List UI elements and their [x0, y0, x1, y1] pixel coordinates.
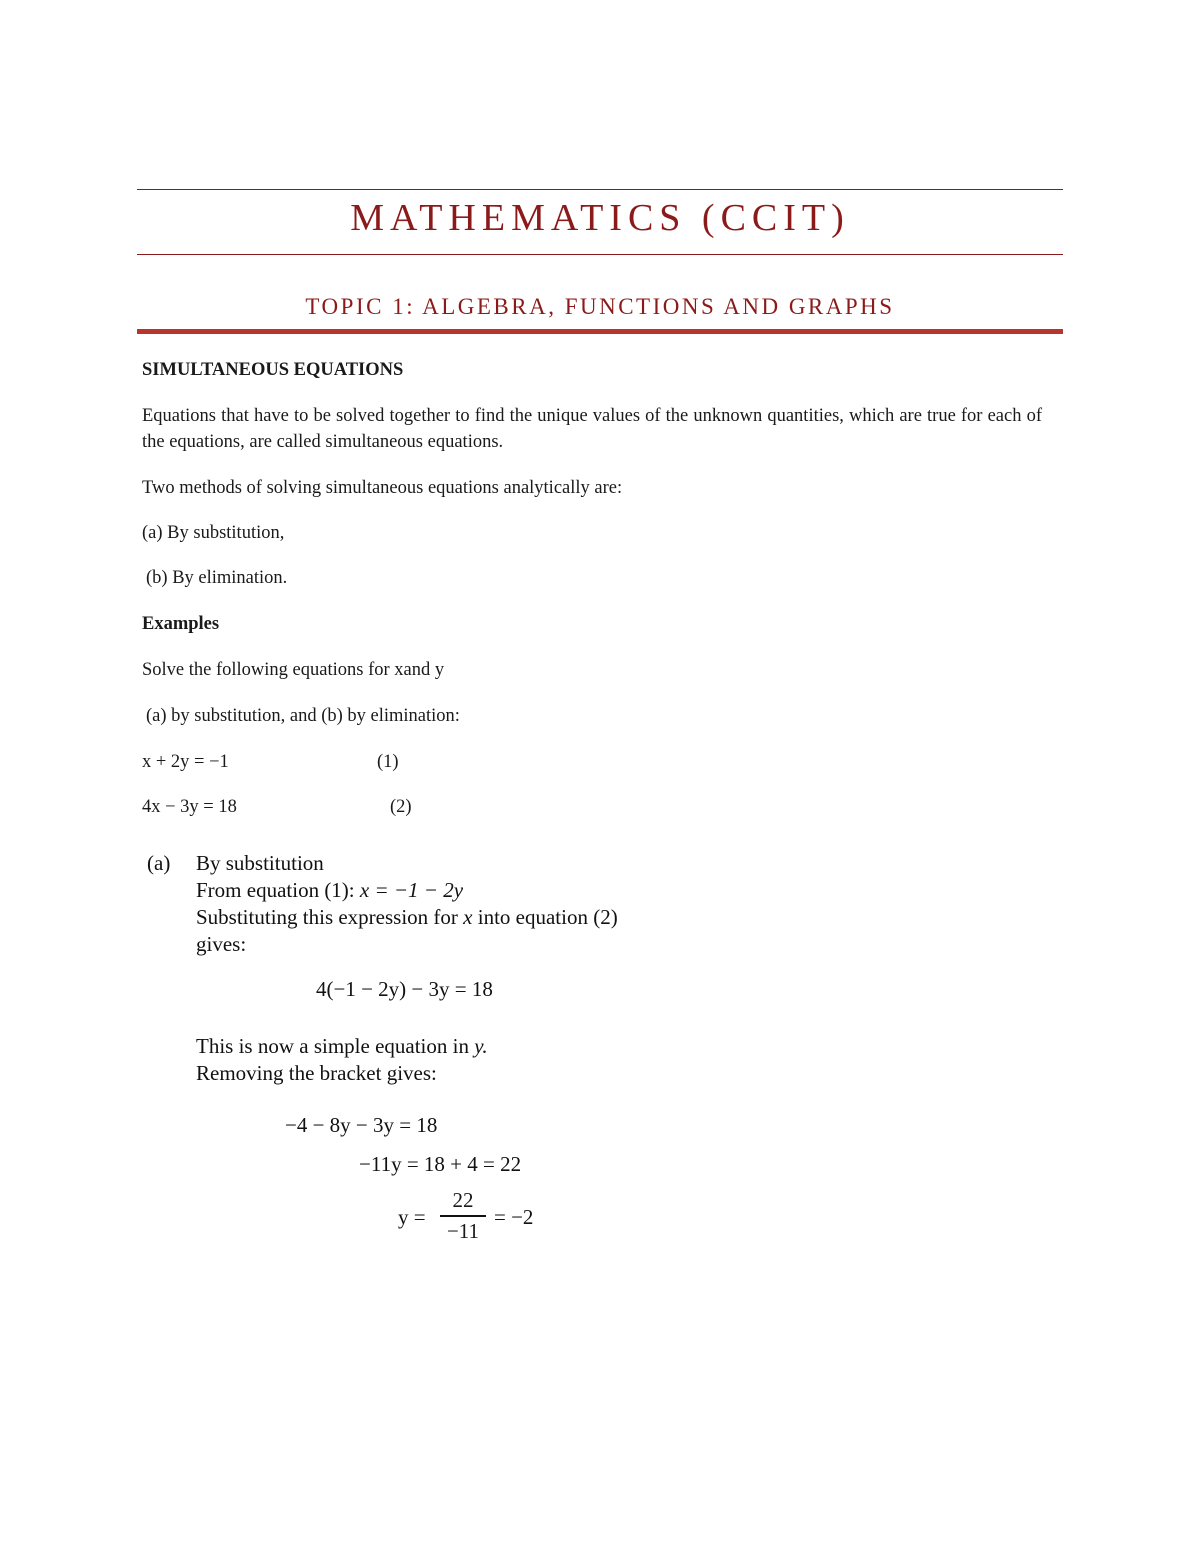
- simple-equation-line: [196, 1033, 488, 1060]
- step-3-fraction: [440, 1188, 486, 1244]
- step-3-rhs: = −2: [494, 1205, 534, 1229]
- removing-bracket-line: Removing the bracket gives:: [196, 1061, 437, 1085]
- equation-2-label: (2): [390, 797, 412, 817]
- method-a: (a) By substitution,: [142, 523, 285, 543]
- equation-1: x + 2y = −1: [142, 752, 229, 772]
- fraction-bar: [440, 1215, 486, 1217]
- fraction-numerator: 22: [452, 1188, 474, 1212]
- examples-heading: Examples: [142, 614, 220, 634]
- substituting-variable: x: [463, 905, 473, 929]
- equation-1-label: (1): [377, 752, 399, 772]
- document-title: MATHEMATICS (CCIT): [350, 197, 850, 239]
- topic-heading: TOPIC 1: ALGEBRA, FUNCTIONS AND GRAPHS: [305, 294, 895, 319]
- step-2: −11y = 18 + 4 = 22: [359, 1152, 522, 1176]
- substituting-line: [196, 904, 618, 931]
- substituting-text-end: into equation (2): [472, 905, 618, 929]
- examples-instruction: Solve the following equations for xand y: [142, 660, 445, 680]
- gives-line: gives:: [196, 932, 247, 956]
- fraction-denominator: −11: [446, 1218, 480, 1243]
- title-bottom-rule: [137, 254, 1063, 255]
- from-equation-expression: x = −1 − 2y: [359, 878, 464, 902]
- title-top-rule: [137, 189, 1063, 190]
- simple-equation-variable: y.: [474, 1034, 488, 1058]
- section-heading: SIMULTANEOUS EQUATIONS: [142, 360, 404, 380]
- equation-after-substitution: 4(−1 − 2y) − 3y = 18: [316, 977, 493, 1001]
- definition-paragraph: Equations that have to be solved together to find the unique values of the unknown quantities, which are true for each of the equations, are called simultaneous equations.: [142, 406, 1042, 452]
- substitution-heading: By substitution: [196, 851, 324, 875]
- simple-equation-text: This is now a simple equation in: [196, 1034, 475, 1058]
- step-1: −4 − 8y − 3y = 18: [285, 1113, 438, 1137]
- substituting-text: Substituting this expression for: [196, 905, 464, 929]
- from-equation-line: [196, 877, 463, 904]
- substitution-label: (a): [147, 851, 171, 875]
- examples-instruction-2: (a) by substitution, and (b) by elimination:: [146, 706, 460, 726]
- topic-underline: [137, 329, 1063, 334]
- method-b: (b) By elimination.: [146, 568, 288, 588]
- methods-intro: Two methods of solving simultaneous equations analytically are:: [142, 478, 623, 498]
- step-3-lhs: y =: [398, 1205, 426, 1229]
- from-equation-prefix: From equation (1):: [196, 878, 360, 902]
- equation-2: 4x − 3y = 18: [142, 797, 237, 817]
